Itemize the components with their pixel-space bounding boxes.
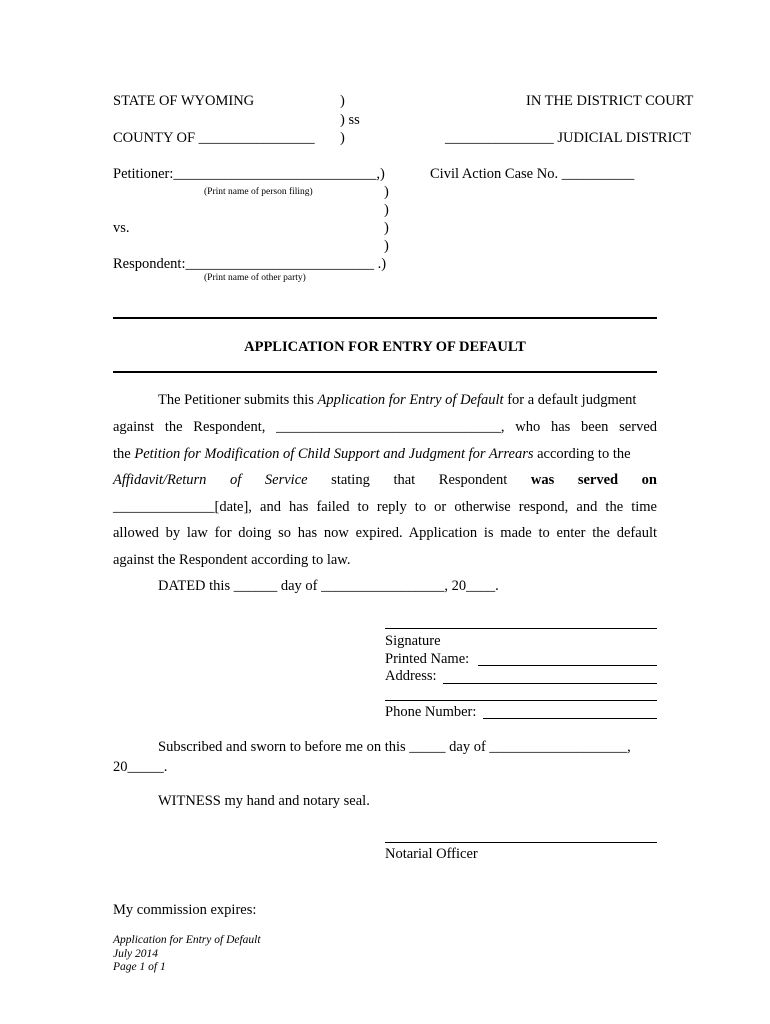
sworn-year[interactable]: 20_____. bbox=[113, 759, 168, 775]
body-text-italic: Affidavit/Return bbox=[113, 472, 207, 488]
petitioner-field[interactable]: Petitioner:____________________________,) bbox=[113, 166, 385, 182]
phone-label: Phone Number: bbox=[385, 704, 477, 720]
state-label: STATE OF WYOMING bbox=[113, 93, 255, 109]
body-text: stating bbox=[331, 472, 370, 488]
signature-line[interactable] bbox=[385, 628, 657, 629]
address-label: Address: bbox=[385, 668, 437, 684]
body-line-3 bbox=[113, 446, 657, 463]
body-text: according to the bbox=[533, 446, 631, 462]
body-text: for a default judgment bbox=[503, 392, 637, 408]
body-line-1 bbox=[113, 392, 657, 409]
caption-paren: ) bbox=[384, 184, 389, 200]
petitioner-hint: (Print name of person filing) bbox=[204, 187, 313, 197]
footer-form-name: Application for Entry of Default bbox=[113, 934, 261, 946]
vs-label: vs. bbox=[113, 220, 130, 236]
printed-name-label: Printed Name: bbox=[385, 651, 470, 667]
respondent-hint: (Print name of other party) bbox=[204, 273, 306, 283]
body-text-bold: was bbox=[530, 472, 555, 488]
ss-label: ) ss bbox=[340, 112, 360, 128]
judicial-district-field[interactable]: _______________ JUDICIAL DISTRICT bbox=[445, 130, 691, 146]
address-line[interactable] bbox=[443, 683, 657, 684]
body-line-2[interactable]: against the Respondent, _______________________________, who has been served bbox=[113, 419, 657, 435]
dated-line[interactable]: DATED this ______ day of _________________, 20____. bbox=[158, 578, 499, 594]
body-text-bold: on bbox=[641, 472, 657, 488]
respondent-field[interactable]: Respondent:__________________________ .) bbox=[113, 256, 387, 272]
printed-name-line[interactable] bbox=[478, 665, 657, 666]
caption-paren: ) bbox=[384, 238, 389, 254]
body-text: The Petitioner submits this bbox=[158, 392, 318, 408]
body-text-italic: Application for Entry of Default bbox=[317, 392, 504, 408]
body-text-italic: Petition for Modification of Child Support and Judgment for Arrears bbox=[134, 446, 534, 462]
footer-page: Page 1 of 1 bbox=[113, 961, 166, 973]
phone-line[interactable] bbox=[483, 718, 657, 719]
body-line-4 bbox=[113, 472, 657, 489]
caption-paren: ) bbox=[340, 93, 345, 109]
body-text-bold: served bbox=[577, 472, 619, 488]
sworn-line[interactable]: Subscribed and sworn to before me on this _____ day of ___________________, bbox=[158, 739, 631, 755]
witness-line: WITNESS my hand and notary seal. bbox=[158, 793, 370, 809]
caption-paren: ) bbox=[384, 220, 389, 236]
body-line-6: allowed by law for doing so has now expired. Application is made to enter the default bbox=[113, 525, 657, 541]
document-title: APPLICATION FOR ENTRY OF DEFAULT bbox=[244, 339, 526, 355]
footer-date: July 2014 bbox=[113, 947, 159, 960]
body-line-5[interactable]: ______________[date], and has failed to reply to or otherwise respond, and the time bbox=[113, 499, 657, 515]
court-label: IN THE DISTRICT COURT bbox=[526, 93, 694, 109]
signature-label: Signature bbox=[385, 633, 441, 649]
body-text-italic: Service bbox=[264, 472, 308, 488]
footer bbox=[113, 934, 261, 975]
notarial-officer-label: Notarial Officer bbox=[385, 846, 478, 862]
body-text-italic: of bbox=[230, 472, 242, 488]
body-text: the bbox=[113, 446, 135, 462]
notary-signature-line[interactable] bbox=[385, 842, 657, 843]
body-line-7: against the Respondent according to law. bbox=[113, 552, 351, 568]
case-number-field[interactable]: Civil Action Case No. __________ bbox=[430, 166, 635, 182]
county-field[interactable]: COUNTY OF ________________ bbox=[113, 130, 315, 146]
commission-label: My commission expires: bbox=[113, 902, 257, 918]
body-text: that bbox=[393, 472, 416, 488]
caption-paren: ) bbox=[384, 202, 389, 218]
title-bottom-rule bbox=[113, 371, 657, 373]
body-text: Respondent bbox=[438, 472, 508, 488]
address-line-2[interactable] bbox=[385, 700, 657, 701]
caption-paren: ) bbox=[340, 130, 345, 146]
title-top-rule bbox=[113, 317, 657, 319]
